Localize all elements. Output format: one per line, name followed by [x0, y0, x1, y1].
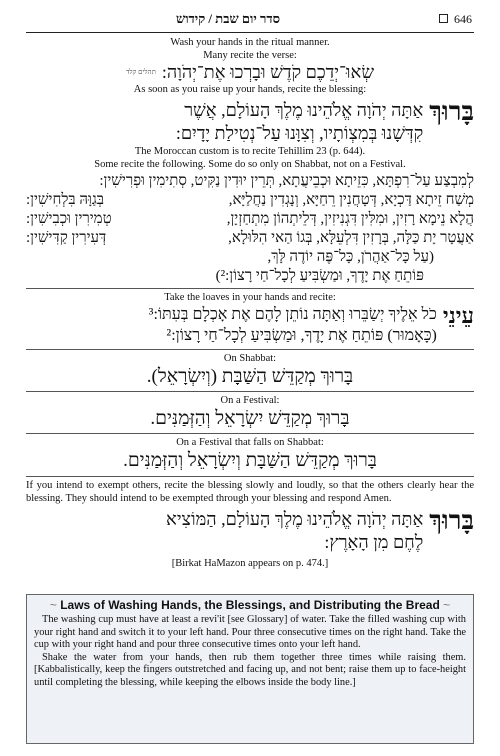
blessing-first-word: בָּרוּךְ [429, 97, 474, 126]
moroccan-instruction: The Moroccan custom is to recite Tehillim 23 (p. 644). [134, 146, 366, 157]
piyyut-line-left: דְּעִירִין קַדִּישִׁין: [26, 230, 107, 246]
laws-paragraph: The washing cup must have at least a revi'it [see Glossary] of water. Take the filled washing cup with your right hand and switch it to your left hand. Pour three consecutive times on the right hand. Take the cup with your right hand and pour three consecutive times onto your left hand. [34, 614, 466, 650]
page-header [26, 10, 474, 33]
piyyut-line-left: בְּגַוָּהּ בִּלְחִישִׁין: [26, 192, 104, 208]
blessing-washing [26, 98, 474, 144]
verse-text: שְׂאוּ־יְדֵכֶם קֹדֶשׁ וּבָרְכוּ אֶת־יְהֹוָה: [161, 62, 375, 82]
divider [26, 288, 474, 289]
exempt-note: If you intend to exempt others, recite the blessing slowly and loudly, so that the others clearly hear the blessing. They should intend to be exempted through your blessing and respond Amen. [26, 480, 474, 504]
piyyut-line: לְמִבְצַע עַל־רִפְתָּא, כִּזֵיתָא וּכְבֵיעֲתָא, תְּרֵין יוּדִין נַקִּיט, סְתִימִין וּפְרִישִׁין: [99, 173, 474, 189]
blessing-line: קִדְּשָׁנוּ בְּמִצְוֹתָיו, וְצִוָּנוּ עַל־נְטִילַת יָדָיִם: [175, 123, 424, 143]
divider [26, 391, 474, 392]
loaves-instruction: Take the loaves in your hands and recite: [164, 292, 336, 303]
festival-shabbat-blessing: בָּרוּךְ מְקַדֵּשׁ הַשַּׁבָּת וְיִשְׂרָאֵל וְהַזְּמַנִּים. [123, 450, 377, 471]
shabbat-instruction: On Shabbat: [223, 353, 277, 364]
page [26, 10, 474, 570]
verse-instruction: Many recite the verse: [203, 50, 297, 61]
laws-box [26, 594, 474, 744]
piyyut-line [26, 210, 474, 229]
divider [26, 476, 474, 477]
festival-instruction: On a Festival: [220, 395, 280, 406]
verse-row [26, 62, 474, 83]
ornament-icon: ~ [443, 598, 451, 612]
verse-note: תהלים קלד [125, 68, 156, 76]
piyyut-line-right: מְשַׁח זֵיתָא דַּכְיָא, דְּטָחֲנִין רֵחַיָּא, וְנָגְדִין נַחֲלַיָּא, [228, 192, 474, 208]
shabbat-blessing: בָּרוּךְ מְקַדֵּשׁ הַשַּׁבָּת (וְיִשְׂרָאֵל). [146, 366, 354, 387]
festival-shabbat-instruction: On a Festival that falls on Shabbat: [176, 437, 324, 448]
blessing-line: אַתָּה יְהֹוָה אֱלֹהֵינוּ מֶלֶךְ הָעוֹלָם, אֲשֶׁר [184, 100, 424, 120]
piyyut-line [26, 191, 474, 210]
piyyut-line-right: הֲלָא נֵימָא רָזִין, וּמִלִּין דִּגְנִיזִין, דְּלֵיתְהוֹן מִתְחַזְיָן, [226, 211, 474, 227]
blessing-hamotzi [26, 507, 474, 553]
laws-paragraph: Shake the water from your hands, then rub them together three times while raising them. [Kabbalistically, keep the fingers outstretched and facing up, and not bent; raise them up to face-height until completing the blessing, while keeping the elbows inside the body line.] [34, 651, 466, 688]
birkat-note: [Birkat HaMazon appears on p. 474.] [171, 558, 329, 569]
loaves-first-word: עֵינֵי [442, 303, 474, 328]
laws-title-text: Laws of Washing Hands, the Blessings, and Distributing the Bread [60, 598, 440, 612]
piyyut-line: (עַל כָּל־אַהֲרֹן, כָּל־פֶּה יוֹדֶה לָּךְ, [267, 249, 434, 265]
hamotzi-first-word: בָּרוּךְ [429, 506, 474, 535]
piyyut-line [26, 229, 474, 248]
ornament-icon: ~ [49, 598, 57, 612]
moroccan-piyyut [26, 172, 474, 286]
loaves-line: (כָּאָמוּר) פּוֹתֵחַ אֶת יָדֶךָ, וּמַשְׂבִּיעַ לְכָל־חַי רָצוֹן:² [166, 327, 437, 344]
divider [26, 433, 474, 434]
divider [26, 349, 474, 350]
blessing-instruction: As soon as you raise up your hands, recite the blessing: [133, 84, 367, 95]
loaves-verse [26, 304, 474, 346]
piyyut-line-right: אַעֲטָר יָת כַּלָּה, בְּרָזִין דִּלְעֵלָּא, בְּגוֹ הַאי הִלּוּלָא, [228, 230, 474, 246]
moroccan-sub-instruction: Some recite the following. Some do so only on Shabbat, not on a Festival. [94, 159, 406, 170]
festival-blessing: בָּרוּךְ מְקַדֵּשׁ יִשְׂרָאֵל וְהַזְּמַנִּים. [150, 408, 350, 429]
laws-title [34, 598, 466, 612]
page-number: 646 [454, 12, 472, 26]
hamotzi-line: לֶחֶם מִן הָאָרֶץ: [324, 532, 424, 552]
piyyut-line-left: טְמִירִין וּכְבִישִׁין: [26, 211, 112, 227]
wash-instruction: Wash your hands in the ritual manner. [170, 37, 330, 48]
loaves-line: כֹל אֵלֶיךָ יְשַׂבֵּרוּ וְאַתָּה נוֹתֵן לָהֶם אֶת אָכְלָם בְּעִתּוֹ:³ [148, 306, 437, 323]
hamotzi-line: אַתָּה יְהֹוָה אֱלֹהֵינוּ מֶלֶךְ הָעוֹלָם, הַמּוֹצִיא [166, 509, 424, 529]
square-icon [439, 14, 448, 23]
piyyut-line: פּוֹתֵחַ אֶת יָדֶךָ, וּמַשְׂבִּיעַ לְכָל־חַי רָצוֹן:²) [215, 268, 424, 284]
running-title: סדר יום שבת / קידוש [176, 11, 281, 26]
